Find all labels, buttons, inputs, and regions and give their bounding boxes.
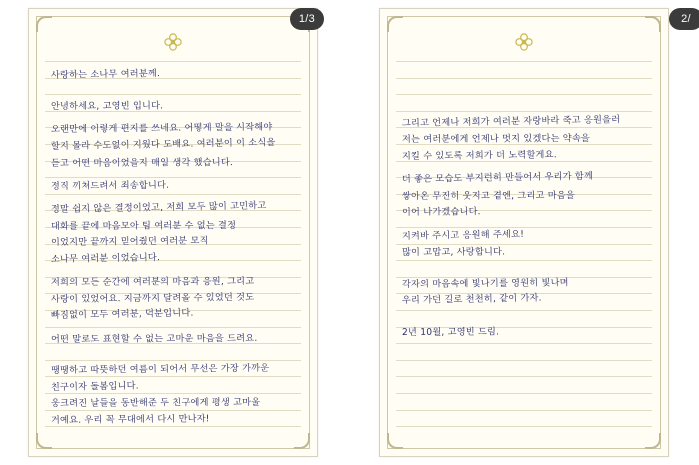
handwriting-line: 오랜만에 이렇게 편지를 쓰네요. 어떻게 말을 시작해야 — [50, 122, 273, 136]
flower-emblem-icon — [513, 31, 535, 53]
handwriting-line: 더 좋은 모습도 부지런히 만들어서 우리가 함께 — [401, 170, 594, 186]
handwriting-line: 우리 가던 길로 천천히, 같이 가자. — [401, 292, 542, 307]
page-container-1 — [0, 0, 349, 465]
handwriting-line: 빠짐없이 모두 여러분, 덕분입니다. — [50, 307, 194, 322]
handwriting-line: 대화를 끝에 마음모아 팀 여러분 수 없는 결정 — [50, 219, 237, 232]
handwriting-line: 저는 여러분에게 언제나 멋지 있겠다는 약속을 — [401, 133, 591, 146]
handwriting-line: 지켜바 주시고 응원해 주세요! — [401, 228, 525, 242]
handwriting-line: 쌓아온 무진히 웃지고 곁엔, 그리고 마음을 — [401, 189, 575, 202]
handwriting-line: 2년 10월, 고영빈 드림. — [401, 326, 500, 338]
corner-ornament-top-right — [645, 16, 661, 32]
letter-page-1[interactable] — [28, 8, 318, 457]
letter-page-2[interactable] — [379, 8, 669, 457]
handwriting-line: 친구이자 돌봄입니다. — [50, 380, 139, 393]
page-container-2 — [349, 0, 698, 465]
page-indicator-2: 2/ — [669, 8, 699, 30]
handwriting-line: 많이 고맙고, 사랑합니다. — [401, 246, 506, 259]
handwriting-line: 정직 끼쳐드려서 죄송합니다. — [50, 179, 170, 192]
handwriting-line: 할지 몰라 수도없이 지웠다 도배요. 여러분이 이 소식을 — [50, 137, 276, 152]
corner-ornament-top-left — [387, 16, 403, 32]
letter-body-2 — [402, 61, 652, 442]
handwriting-line: 소나무 여러분 이었습니다. — [50, 251, 161, 265]
page-indicator-1: 1/3 — [290, 8, 324, 30]
handwriting-line: 각자의 마음속에 빛나기를 영원히 빛나며 — [401, 277, 569, 290]
letter-body-1 — [51, 61, 301, 442]
handwriting-line: 안녕하세요, 고영빈 입니다. — [50, 100, 164, 113]
handwriting-line: 어떤 말로도 표현할 수 없는 고마운 마음을 드려요. — [50, 332, 258, 345]
handwriting-line: 지킬 수 있도록 저희가 더 노력할게요. — [401, 149, 557, 162]
handwriting-line: 이어 나가겠습니다. — [401, 206, 481, 219]
handwriting-line: 땡땡하고 따뜻하던 여름이 되어서 무선은 가장 가까운 — [50, 362, 270, 377]
handwriting-line: 저희의 모든 순간에 여러분의 마음과 응원, 그리고 — [50, 276, 255, 289]
corner-ornament-top-left — [36, 16, 52, 32]
handwriting-line: 듣고 어떤 마음이었을지 매일 생각 했습니다. — [50, 156, 234, 169]
handwriting-line: 이었지만 끝까지 믿어줬던 여러분 모직 — [50, 235, 209, 249]
handwriting-line: 정말 쉽지 않은 결정이었고, 저희 모두 많이 고민하고 — [50, 200, 267, 216]
flower-emblem-icon — [162, 31, 184, 53]
handwriting-line: 그리고 언제나 저희가 여러분 자랑바라 죽고 응원을러 — [401, 113, 621, 129]
handwriting-line: 웅크려진 날들을 동반해준 두 친구에게 평생 고마울 — [50, 397, 261, 410]
handwriting-line: 사랑이 있었어요. 지금까지 달려올 수 있었던 것도 — [50, 291, 255, 305]
handwriting-line: 사랑하는 소나무 여러분께. — [50, 67, 161, 81]
handwriting-line: 거예요. 우리 꼭 무대에서 다시 만나자! — [50, 413, 210, 426]
